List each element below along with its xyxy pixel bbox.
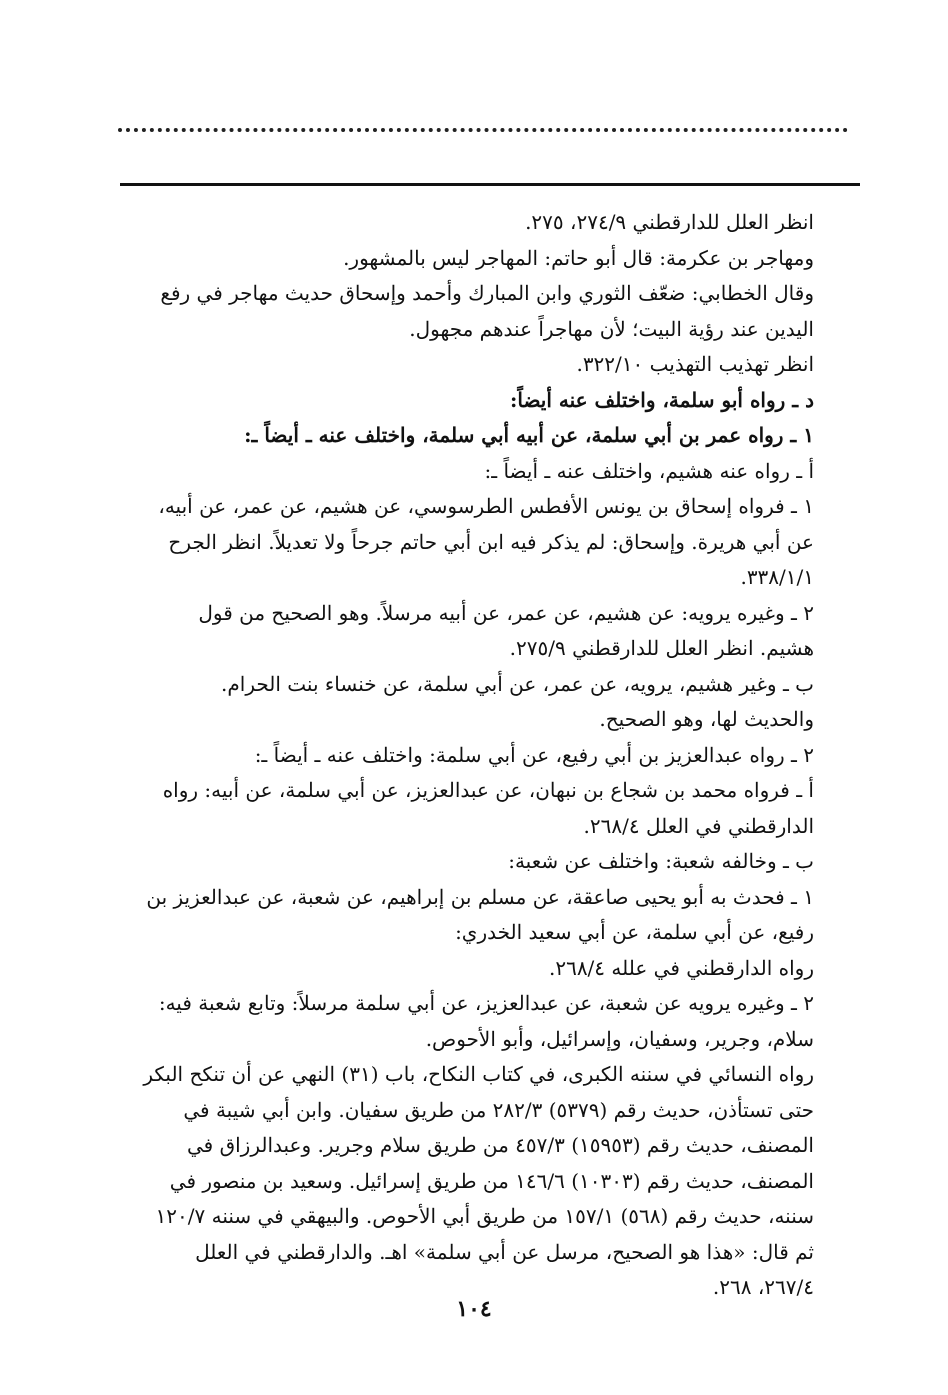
text-line: ٢ ـ رواه عبدالعزيز بن أبي رفيع، عن أبي سلمة: واختلف عنه ـ أيضاً ـ: bbox=[254, 742, 814, 767]
text-line: والحديث لها، وهو الصحيح. bbox=[599, 707, 814, 731]
text-line: ١ ـ رواه عمر بن أبي سلمة، عن أبيه أبي سلمة، واختلف عنه ـ أيضاً ـ: bbox=[244, 423, 814, 447]
text-line: انظر تهذيب التهذيب ٣٢٢/١٠. bbox=[576, 352, 814, 376]
text-line: رواه الدارقطني في علله ٢٦٨/٤. bbox=[548, 955, 814, 980]
text-line: ومهاجر بن عكرمة: قال أبو حاتم: المهاجر ليس بالمشهور. bbox=[343, 245, 814, 270]
dotted-separator bbox=[118, 128, 848, 132]
footnote-rule bbox=[120, 183, 860, 186]
text-line: وقال الخطابي: ضعّف الثوري وابن المبارك وأحمد وإسحاق حديث مهاجر في رفع bbox=[160, 281, 814, 305]
text-line: سننه، حديث رقم (٥٦٨) ١٥٧/١ من طريق أبي الأحوص. والبيهقي في سننه ١٢٠/٧ bbox=[155, 1204, 814, 1228]
text-line: ٢ ـ وغيره يرويه: عن هشيم، عن عمر، عن أبيه مرسلاً. وهو الصحيح من قول bbox=[198, 600, 814, 625]
page-number: ١٠٤ bbox=[456, 1296, 492, 1322]
text-line: ٣٣٨/١/١. bbox=[740, 565, 814, 589]
text-line: أ ـ فرواه محمد بن شجاع بن نبهان، عن عبدالعزيز، عن أبي سلمة، عن أبيه: رواه bbox=[162, 778, 814, 802]
text-line: الدارقطني في العلل ٢٦٨/٤. bbox=[583, 813, 814, 838]
text-line: سلام، وجرير، وسفيان، وإسرائيل، وأبو الأحوص. bbox=[425, 1026, 814, 1051]
text-line: أ ـ رواه عنه هشيم، واختلف عنه ـ أيضاً ـ: bbox=[484, 458, 814, 483]
text-line: د ـ رواه أبو سلمة، واختلف عنه أيضاً: bbox=[509, 387, 814, 412]
text-line: رفيع، عن أبي سلمة، عن أبي سعيد الخدري: bbox=[455, 920, 814, 944]
text-line: ٢ ـ وغيره يرويه عن شعبة، عن عبدالعزيز، عن أبي سلمة مرسلاً: وتابع شعبة فيه: bbox=[158, 991, 814, 1015]
text-line: عن أبي هريرة. وإسحاق: لم يذكر فيه ابن أبي حاتم جرحاً ولا تعديلاً. انظر الجرح bbox=[168, 529, 814, 554]
text-line: ب ـ وغير هشيم، يرويه، عن عمر، عن أبي سلمة، عن خنساء بنت الحرام. bbox=[221, 671, 814, 696]
text-line: هشيم. انظر العلل للدارقطني ٢٧٥/٩. bbox=[509, 636, 814, 660]
text-line: انظر العلل للدارقطني ٢٧٤/٩، ٢٧٥. bbox=[525, 210, 814, 234]
text-line: ثم قال: «هذا هو الصحيح، مرسل عن أبي سلمة» اهـ. والدارقطني في العلل bbox=[195, 1239, 814, 1264]
text-line: ٢٦٧/٤، ٢٦٨. bbox=[712, 1275, 814, 1299]
text-line: اليدين عند رؤية البيت؛ لأن مهاجراً عندهم مجهول. bbox=[409, 316, 814, 341]
text-line: رواه النسائي في سننه الكبرى، في كتاب النكاح، باب (٣١) النهي عن أن تنكح البكر bbox=[143, 1062, 814, 1086]
text-line: المصنف، حديث رقم (١٠٣٠٣) ١٤٦/٦ من طريق إسرائيل. وسعيد بن منصور في bbox=[169, 1168, 814, 1193]
text-line: المصنف، حديث رقم (١٥٩٥٣) ٤٥٧/٣ من طريق سلام وجرير. وعبدالرزاق في bbox=[187, 1133, 814, 1157]
text-line: ١ ـ فرواه إسحاق بن يونس الأفطس الطرسوسي، عن هشيم، عن عمر، عن أبيه، bbox=[158, 494, 814, 518]
text-line: حتى تستأذن، حديث رقم (٥٣٧٩) ٢٨٢/٣ من طريق سفيان. وابن أبي شيبة في bbox=[183, 1097, 814, 1122]
text-line: ب ـ وخالفه شعبة: واختلف عن شعبة: bbox=[508, 849, 814, 873]
footnote-text-block bbox=[112, 205, 814, 1306]
text-line: ١ ـ فحدث به أبو يحيى صاعقة، عن مسلم بن إبراهيم، عن شعبة، عن عبدالعزيز بن bbox=[146, 884, 814, 909]
